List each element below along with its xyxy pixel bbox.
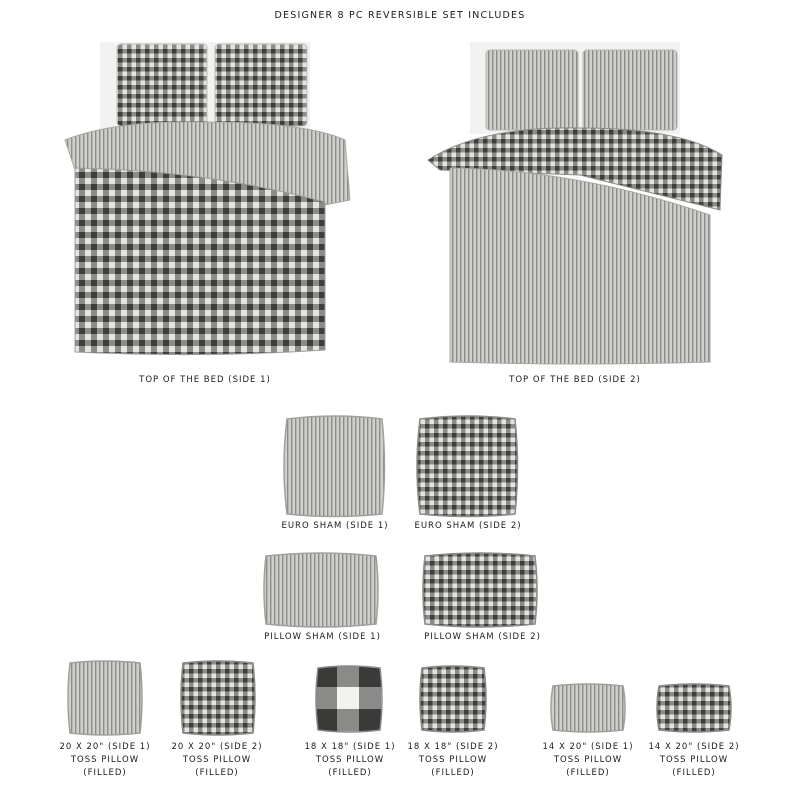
toss-pillow-fill: (FILLED) [328, 768, 372, 778]
bed-side-2-label: TOP OF THE BED (SIDE 2) [509, 375, 641, 385]
toss-pillow-18x18-side-2-image [419, 665, 487, 733]
pillow-sham-side-2-image [421, 552, 539, 628]
toss-pillow-18x18-side-1-image [315, 665, 383, 733]
page-title: DESIGNER 8 PC REVERSIBLE SET INCLUDES [274, 10, 526, 21]
toss-pillow-type: TOSS PILLOW [70, 755, 140, 765]
pillow-sham-side-1-label: PILLOW SHAM (SIDE 1) [264, 632, 381, 642]
toss-pillow-type: TOSS PILLOW [553, 755, 623, 765]
toss-pillow-20x20-side-2-label [157, 741, 277, 780]
toss-pillow-18x18-side-2-label [393, 741, 513, 780]
euro-sham-side-1-label: EURO SHAM (SIDE 1) [281, 521, 389, 531]
pillow-sham-side-1-image [262, 552, 380, 628]
toss-pillow-size: 14 X 20" (SIDE 1) [542, 742, 634, 752]
euro-sham-side-1-image [283, 415, 386, 518]
toss-pillow-size: 18 X 18" (SIDE 2) [407, 742, 499, 752]
pillow-sham-side-2-label: PILLOW SHAM (SIDE 2) [424, 632, 541, 642]
toss-pillow-size: 20 X 20" (SIDE 1) [59, 742, 151, 752]
toss-pillow-fill: (FILLED) [566, 768, 610, 778]
toss-pillow-14x20-side-2-label [634, 741, 754, 780]
euro-sham-side-2-label: EURO SHAM (SIDE 2) [414, 521, 522, 531]
bed-side-2-image [420, 40, 730, 370]
toss-pillow-fill: (FILLED) [431, 768, 475, 778]
bed-side-1-image [55, 40, 355, 370]
toss-pillow-20x20-side-1-image [67, 660, 143, 736]
toss-pillow-size: 20 X 20" (SIDE 2) [171, 742, 263, 752]
toss-pillow-20x20-side-1-label [45, 741, 165, 780]
toss-pillow-type: TOSS PILLOW [659, 755, 729, 765]
euro-sham-side-2-image [416, 415, 519, 518]
toss-pillow-18x18-side-1-label [290, 741, 410, 780]
toss-pillow-type: TOSS PILLOW [315, 755, 385, 765]
toss-pillow-20x20-side-2-image [180, 660, 256, 736]
toss-pillow-size: 18 X 18" (SIDE 1) [304, 742, 396, 752]
toss-pillow-size: 14 X 20" (SIDE 2) [648, 742, 740, 752]
toss-pillow-fill: (FILLED) [195, 768, 239, 778]
toss-pillow-14x20-side-2-image [656, 683, 732, 733]
toss-pillow-type: TOSS PILLOW [418, 755, 488, 765]
toss-pillow-14x20-side-1-label [528, 741, 648, 780]
toss-pillow-type: TOSS PILLOW [182, 755, 252, 765]
toss-pillow-14x20-side-1-image [550, 683, 626, 733]
toss-pillow-fill: (FILLED) [672, 768, 716, 778]
toss-pillow-fill: (FILLED) [83, 768, 127, 778]
bed-side-1-label: TOP OF THE BED (SIDE 1) [139, 375, 271, 385]
